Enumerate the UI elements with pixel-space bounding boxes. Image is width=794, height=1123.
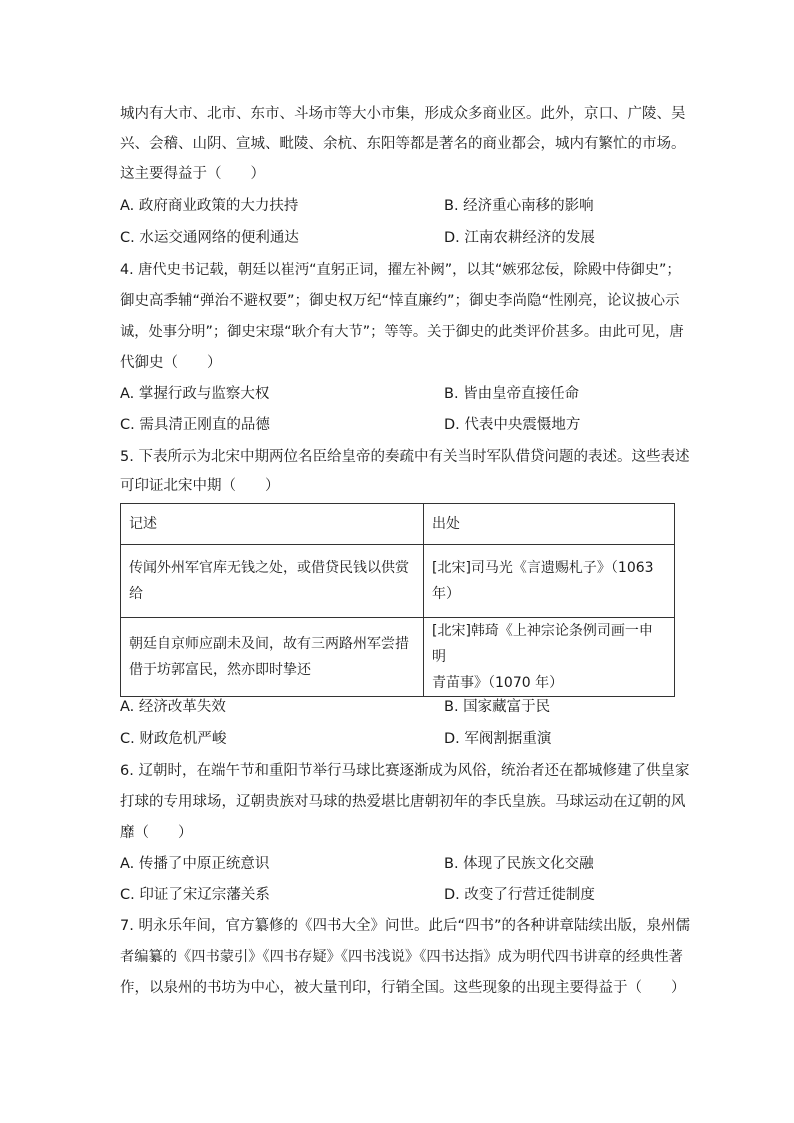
cell-line: 朝廷自京师应副未及间，故有三两路州军尝措 [129, 636, 409, 652]
cell-line: [北宋]司马光《言遗赐札子》（1063 [432, 560, 654, 576]
q3-stem-line-2: 兴、会稽、山阴、宣城、毗陵、余杭、东阳等都是著名的商业都会，城内有繁忙的市场。 [120, 136, 686, 152]
table-header-source: 出处 [424, 504, 675, 545]
cell-line: 青苗事》（1070 年） [432, 675, 564, 691]
source-table [120, 503, 675, 697]
q4-option-d[interactable]: D. 代表中央震慑地方 [444, 417, 581, 433]
q7-stem-line-1: 7. 明永乐年间，官方纂修的《四书大全》问世。此后“四书”的各种讲章陆续出版，泉州儒 [120, 918, 690, 934]
cell-line: 传闻外州军官库无钱之处，或借贷民钱以供赏 [129, 560, 409, 576]
q3-option-a[interactable]: A. 政府商业政策的大力扶持 [120, 198, 299, 214]
q3-option-c[interactable]: C. 水运交通网络的便利通达 [120, 230, 299, 246]
q6-option-d[interactable]: D. 改变了行营迁徙制度 [444, 887, 595, 903]
q6-option-c[interactable]: C. 印证了宋辽宗藩关系 [120, 887, 270, 903]
q7-stem-line-2: 者编纂的《四书蒙引》《四书存疑》《四书浅说》《四书达指》成为明代四书讲章的经典性著 [120, 949, 683, 965]
q4-stem-line-4: 代御史（ ） [120, 355, 222, 371]
table-cell-description [121, 618, 424, 697]
q4-stem-line-1: 4. 唐代史书记载，朝廷以崔沔“直躬正词，擢左补阙”，以其“嫉邪忿佞，除殿中侍御史”； [120, 262, 681, 278]
q5-option-a[interactable]: A. 经济改革失效 [120, 699, 226, 715]
q6-option-a[interactable]: A. 传播了中原正统意识 [120, 856, 270, 872]
table-row [121, 618, 675, 697]
q5-option-c[interactable]: C. 财政危机严峻 [120, 731, 227, 747]
table-cell-description [121, 545, 424, 618]
table-cell-source [424, 545, 675, 618]
q3-stem-line-1: 城内有大市、北市、东市、斗场市等大小市集，形成众多商业区。此外，京口、广陵、吴 [120, 106, 686, 122]
cell-line: 年） [432, 586, 460, 602]
q3-option-b[interactable]: B. 经济重心南移的影响 [444, 198, 594, 214]
q5-stem-line-1: 5. 下表所示为北宋中期两位名臣给皇帝的奏疏中有关当时军队借贷问题的表述。这些表述 [120, 449, 690, 465]
q3-option-d[interactable]: D. 江南农耕经济的发展 [444, 230, 595, 246]
q5-option-b[interactable]: B. 国家藏富于民 [444, 699, 551, 715]
q7-stem-line-3: 作，以泉州的书坊为中心，被大量刊印，行销全国。这些现象的出现主要得益于（ ） [120, 980, 686, 996]
q6-stem-line-1: 6. 辽朝时，在端午节和重阳节举行马球比赛逐渐成为风俗，统治者还在都城修建了供皇家 [120, 763, 690, 779]
q4-stem-line-3: 诚，处事分明”；御史宋璟“耿介有大节”；等等。关于御史的此类评价甚多。由此可见，唐 [120, 324, 684, 340]
table-header-description: 记述 [121, 504, 424, 545]
q5-stem-line-2: 可印证北宋中期（ ） [120, 478, 280, 494]
q4-option-c[interactable]: C. 需具清正刚直的品德 [120, 417, 270, 433]
table-cell-source [424, 618, 675, 697]
cell-line: 给 [129, 586, 143, 602]
q6-stem-line-2: 打球的专用球场，辽朝贵族对马球的热爱堪比唐朝初年的李氏皇族。马球运动在辽朝的风 [120, 794, 686, 810]
table-row [121, 545, 675, 618]
q5-option-d[interactable]: D. 军阀割据重演 [444, 731, 552, 747]
q4-option-b[interactable]: B. 皆由皇帝直接任命 [444, 386, 580, 402]
q6-stem-line-3: 靡（ ） [120, 825, 193, 841]
q6-option-b[interactable]: B. 体现了民族文化交融 [444, 856, 594, 872]
table-header-row [121, 504, 675, 545]
cell-line: 借于坊郭富民，然亦即时挚还 [129, 662, 311, 678]
q4-option-a[interactable]: A. 掌握行政与监察大权 [120, 386, 270, 402]
cell-line: [北宋]韩琦《上神宗论条例司画一申明 [432, 623, 653, 665]
q3-stem-line-3: 这主要得益于（ ） [120, 166, 265, 182]
q4-stem-line-2: 御史高季辅“弹治不避权要”；御史权万纪“悻直廉约”；御史李尚隐“性刚亮，论议披心示 [120, 293, 680, 309]
